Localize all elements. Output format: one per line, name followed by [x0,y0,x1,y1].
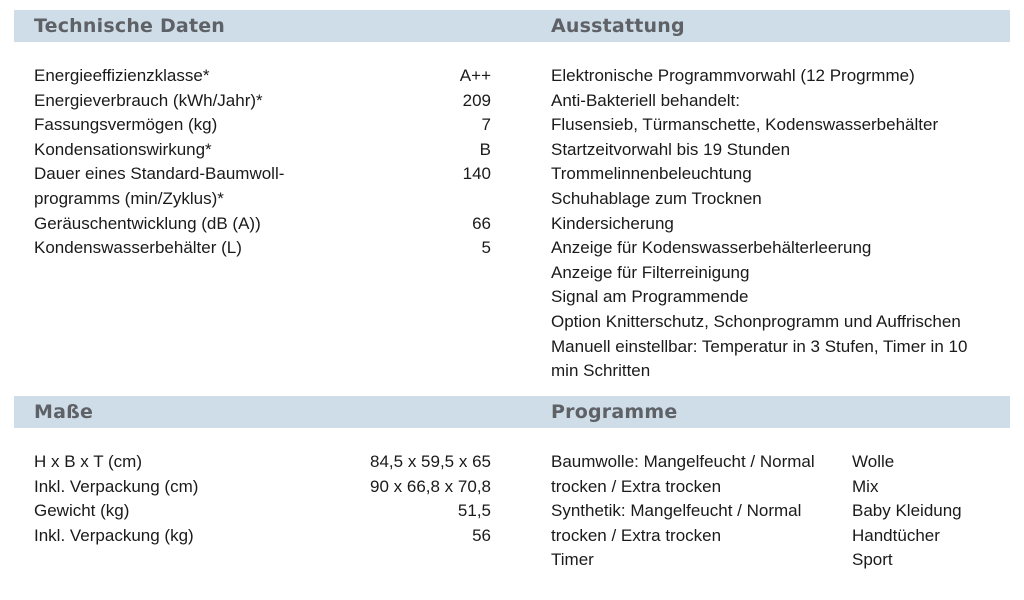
header-band-bottom [14,396,1010,428]
dimension-value: 56 [472,525,491,545]
list-item: Sport [852,550,893,570]
list-item: Baby Kleidung [852,501,962,521]
section-title-technische-daten: Technische Daten [34,15,226,37]
spec-value: 5 [481,238,491,258]
list-item: Anzeige für Kodenswasserbehälterleerung [551,238,872,258]
list-item: Signal am Programmende [551,287,749,307]
list-item: Wolle [852,452,895,471]
list-item: Startzeitvorwahl bis 19 Stunden [551,139,791,159]
spec-label: Dauer eines Standard-Baumwoll-programms (min/Zyklus)* [34,164,285,208]
dimension-value: 84,5 x 59,5 x 65 [370,452,491,471]
spec-label: Kondenswasserbehälter (L) [34,238,242,258]
spec-value: 209 [462,90,491,110]
table-row [34,450,491,475]
table-row [34,499,491,524]
ausstattung-list [551,64,1001,384]
table-row [34,113,491,138]
spec-value: 140 [462,164,491,184]
list-item: Schuhablage zum Trocknen [551,188,762,208]
spec-label: Fassungsvermögen (kg) [34,115,218,135]
programme-list-right [852,450,1012,573]
list-item: Kindersicherung [551,213,674,233]
dimension-value: 90 x 66,8 x 70,8 [370,476,491,496]
list-item: Handtücher [852,525,940,545]
section-title-masse: Maße [34,401,94,423]
table-row [34,162,491,211]
table-row [34,475,491,500]
spec-label: Energieeffizienzklasse* [34,66,210,85]
list-item: Elektronische Programmvorwahl (12 Progrmme) [551,66,915,85]
dimension-label: Gewicht (kg) [34,501,130,521]
list-item: Mix [852,476,879,496]
spec-value: B [479,139,491,159]
spec-label: Energieverbrauch (kWh/Jahr)* [34,90,263,110]
masse-table [34,450,491,548]
spec-value: A++ [459,66,491,85]
list-item: Flusensieb, Türmanschette, Kodenswasserbehälter [551,115,939,135]
list-item: Trommelinnenbeleuchtung [551,164,752,184]
section-title-ausstattung: Ausstattung [551,15,685,37]
section-title-programme: Programme [551,401,678,423]
table-row [34,236,491,261]
list-item: Manuell einstellbar: Temperatur in 3 Stufen, Timer in 10 min Schritten [551,336,968,381]
spec-label: Geräuschentwicklung (dB (A)) [34,213,261,233]
spec-value: 66 [472,213,491,233]
table-row [34,524,491,549]
dimension-value: 51,5 [457,501,491,521]
table-row [34,138,491,163]
list-item: Timer [551,550,594,570]
spec-value: 7 [481,115,491,135]
list-item: Anzeige für Filterreinigung [551,262,750,282]
programme-list-left [551,450,841,573]
list-item: trocken / Extra trocken [551,525,722,545]
table-row [34,212,491,237]
list-item: trocken / Extra trocken [551,476,722,496]
technische-daten-table [34,64,491,261]
table-row [34,64,491,89]
list-item: Anti-Bakteriell behandelt: [551,90,741,110]
dimension-label: Inkl. Verpackung (kg) [34,525,194,545]
dimension-label: Inkl. Verpackung (cm) [34,476,199,496]
table-row [34,89,491,114]
list-item: Option Knitterschutz, Schonprogramm und Auffrischen [551,311,961,331]
list-item: Synthetik: Mangelfeucht / Normal [551,501,802,521]
list-item: Baumwolle: Mangelfeucht / Normal [551,452,815,471]
spec-label: Kondensationswirkung* [34,139,212,159]
header-band-top [14,10,1010,42]
dimension-label: H x B x T (cm) [34,452,142,471]
